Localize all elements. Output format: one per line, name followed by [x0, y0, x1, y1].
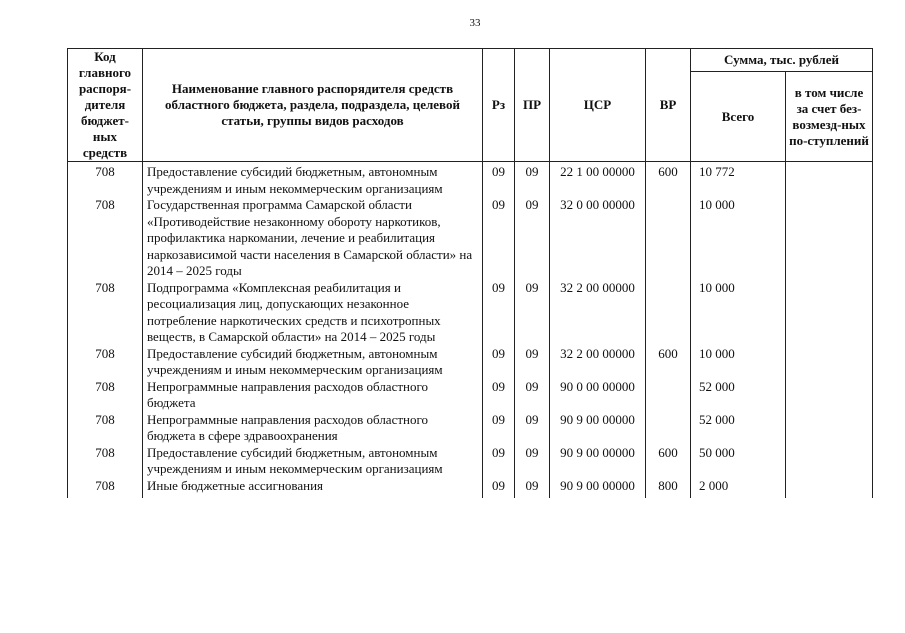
- header-pr: ПР: [515, 49, 550, 162]
- header-code: Код главного распоря-дителя бюджет-ных средств: [68, 49, 143, 162]
- cell-rz: 09: [483, 346, 515, 379]
- table-row: [68, 346, 873, 379]
- header-name: Наименование главного распорядителя средств областного бюджета, раздела, подраздела, целевой статьи, группы видов расходов: [143, 49, 483, 162]
- cell-rz: 09: [483, 379, 515, 412]
- cell-csr: 90 9 00 00000: [550, 445, 646, 478]
- cell-grants: [786, 280, 873, 346]
- cell-vr: 600: [646, 162, 691, 198]
- cell-vr: [646, 379, 691, 412]
- cell-code: 708: [68, 346, 143, 379]
- cell-pr: 09: [515, 445, 550, 478]
- cell-rz: 09: [483, 445, 515, 478]
- cell-total: 52 000: [691, 412, 786, 445]
- table-row: [68, 445, 873, 478]
- table-row: [68, 478, 873, 499]
- cell-total: 10 000: [691, 346, 786, 379]
- cell-csr: 90 0 00 00000: [550, 379, 646, 412]
- cell-total: 10 000: [691, 197, 786, 280]
- cell-pr: 09: [515, 379, 550, 412]
- table-row: [68, 379, 873, 412]
- cell-total: 52 000: [691, 379, 786, 412]
- cell-csr: 32 0 00 00000: [550, 197, 646, 280]
- header-total: Всего: [691, 72, 786, 162]
- cell-pr: 09: [515, 346, 550, 379]
- cell-name: Предоставление субсидий бюджетным, автономным учреждениям и иным некоммерческим организациям: [143, 162, 483, 198]
- cell-name: Иные бюджетные ассигнования: [143, 478, 483, 499]
- table-row: [68, 197, 873, 280]
- page-number: 33: [469, 17, 481, 29]
- cell-rz: 09: [483, 280, 515, 346]
- cell-csr: 90 9 00 00000: [550, 412, 646, 445]
- cell-pr: 09: [515, 280, 550, 346]
- cell-csr: 32 2 00 00000: [550, 280, 646, 346]
- cell-vr: 600: [646, 346, 691, 379]
- cell-vr: 600: [646, 445, 691, 478]
- cell-rz: 09: [483, 412, 515, 445]
- table-row: [68, 162, 873, 198]
- cell-name: Непрограммные направления расходов областного бюджета в сфере здравоохранения: [143, 412, 483, 445]
- cell-code: 708: [68, 412, 143, 445]
- cell-vr: [646, 197, 691, 280]
- cell-grants: [786, 162, 873, 198]
- cell-pr: 09: [515, 162, 550, 198]
- cell-rz: 09: [483, 197, 515, 280]
- header-csr: ЦСР: [550, 49, 646, 162]
- cell-total: 10 772: [691, 162, 786, 198]
- cell-total: 50 000: [691, 445, 786, 478]
- cell-grants: [786, 346, 873, 379]
- cell-code: 708: [68, 197, 143, 280]
- cell-pr: 09: [515, 478, 550, 499]
- header-vr: ВР: [646, 49, 691, 162]
- cell-vr: [646, 280, 691, 346]
- cell-name: Непрограммные направления расходов областного бюджета: [143, 379, 483, 412]
- cell-csr: 22 1 00 00000: [550, 162, 646, 198]
- cell-pr: 09: [515, 197, 550, 280]
- cell-rz: 09: [483, 162, 515, 198]
- cell-grants: [786, 197, 873, 280]
- table-row: [68, 412, 873, 445]
- cell-total: 2 000: [691, 478, 786, 499]
- cell-csr: 90 9 00 00000: [550, 478, 646, 499]
- cell-code: 708: [68, 162, 143, 198]
- cell-code: 708: [68, 478, 143, 499]
- cell-grants: [786, 412, 873, 445]
- cell-rz: 09: [483, 478, 515, 499]
- cell-grants: [786, 478, 873, 499]
- header-rz: Рз: [483, 49, 515, 162]
- cell-vr: 800: [646, 478, 691, 499]
- cell-name: Предоставление субсидий бюджетным, автономным учреждениям и иным некоммерческим организациям: [143, 445, 483, 478]
- table-body: [68, 162, 873, 499]
- cell-grants: [786, 445, 873, 478]
- cell-code: 708: [68, 445, 143, 478]
- cell-name: Государственная программа Самарской области «Противодействие незаконному обороту наркотиков, профилактика наркомании, лечение и реабилитация наркозависимой части населения в Самарской области» на 2014 – 2025 годы: [143, 197, 483, 280]
- table-header: [68, 49, 873, 162]
- cell-total: 10 000: [691, 280, 786, 346]
- cell-vr: [646, 412, 691, 445]
- budget-table: [67, 48, 873, 498]
- header-grants: в том числе за счет без-возмезд-ных по-ступлений: [786, 72, 873, 162]
- cell-csr: 32 2 00 00000: [550, 346, 646, 379]
- cell-name: Подпрограмма «Комплексная реабилитация и ресоциализация лиц, допускающих незаконное потребление наркотических средств и психотропных веществ, в Самарской области» на 2014 – 2025 годы: [143, 280, 483, 346]
- cell-code: 708: [68, 379, 143, 412]
- cell-code: 708: [68, 280, 143, 346]
- cell-name: Предоставление субсидий бюджетным, автономным учреждениям и иным некоммерческим организациям: [143, 346, 483, 379]
- table-row: [68, 280, 873, 346]
- header-sum-group: Сумма, тыс. рублей: [691, 49, 873, 72]
- cell-grants: [786, 379, 873, 412]
- cell-pr: 09: [515, 412, 550, 445]
